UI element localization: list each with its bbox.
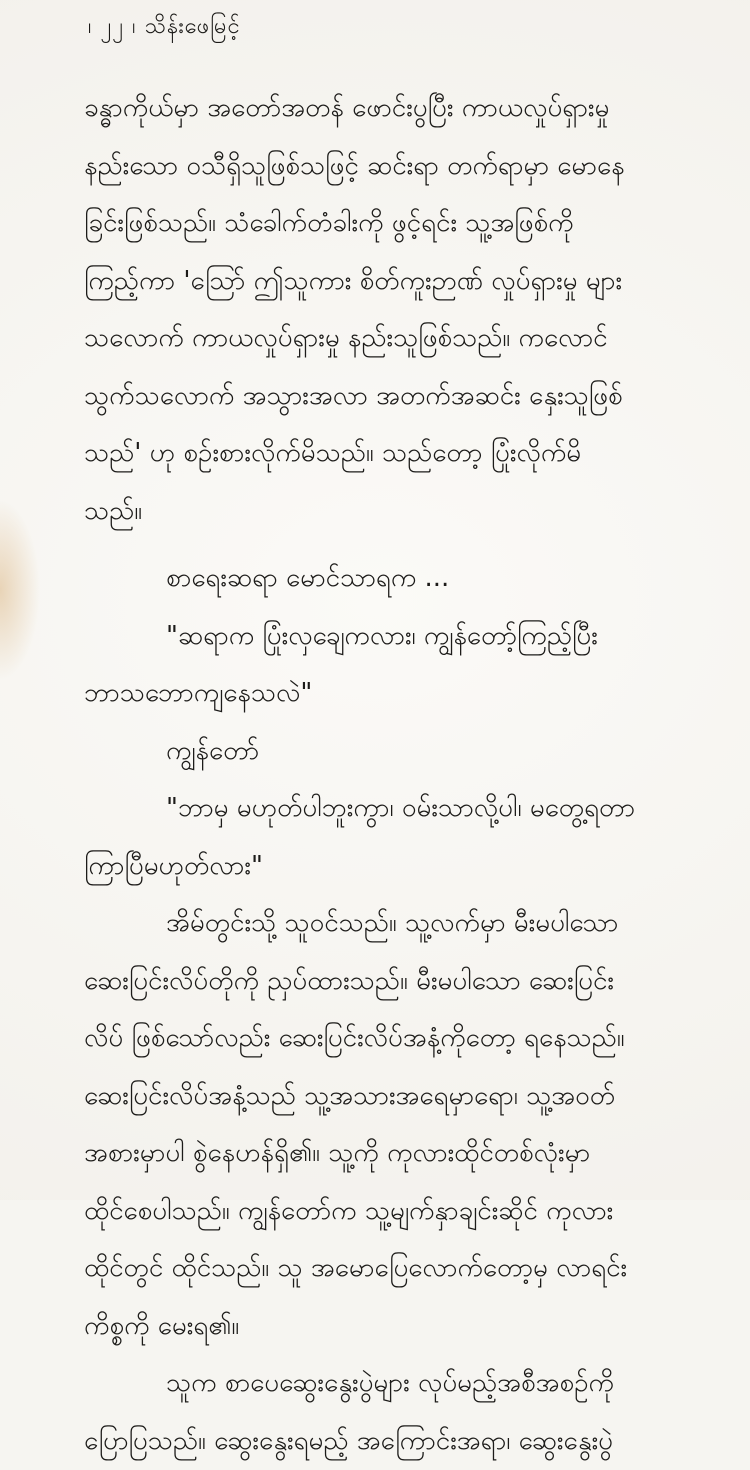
- paragraph-5: [84, 780, 704, 895]
- body-text: [84, 80, 704, 1470]
- text-line: သည်။: [84, 483, 704, 541]
- paragraph-7: [84, 1355, 704, 1470]
- text-line: သလောက် ကာယလှုပ်ရှားမှု နည်းသူဖြစ်သည်။ ကလောင်: [84, 310, 704, 368]
- dialogue-line: ကြာပြီမဟုတ်လား": [84, 838, 704, 896]
- text-line: ကြည့်ကာ 'သြော် ဤသူကား စိတ်ကူးဉာဏ် လှုပ်ရှားမှု များ: [84, 253, 704, 311]
- paragraph-1: [84, 80, 704, 540]
- paragraph-2: စာရေးဆရာ မောင်သာရက ...: [84, 550, 704, 608]
- text-line: ခြင်းဖြစ်သည်။ သံခေါက်တံခါးကို ဖွင့်ရင်း သူ့အဖြစ်ကို: [84, 195, 704, 253]
- text-line: ပြောပြသည်။ ဆွေးနွေးရမည့် အကြောင်းအရာ၊ ဆွေးနွေးပွဲ: [84, 1413, 704, 1470]
- text-line: သူက စာပေဆွေးနွေးပွဲများ လုပ်မည့်အစီအစဉ်ကို: [84, 1355, 704, 1413]
- dialogue-line: "ဆရာက ပြုံးလှချေကလား၊ ကျွန်တော့်ကြည့်ပြီး: [84, 608, 704, 666]
- text-line: အိမ်တွင်းသို့ သူဝင်သည်။ သူ့လက်မှာ မီးမပါသော: [84, 895, 704, 953]
- running-header: ၊ ၂၂ ၊ သိန်းဖေမြင့်: [88, 10, 241, 44]
- text-line: ဆေးပြင်းလိပ်တိုကို ညှပ်ထားသည်။ မီးမပါသော ဆေးပြင်း: [84, 953, 704, 1011]
- paragraph-4: ကျွန်တော်: [84, 723, 704, 781]
- paragraph-6: [84, 895, 704, 1355]
- dialogue-line: "ဘာမှ မဟုတ်ပါဘူးကွာ၊ ဝမ်းသာလို့ပါ၊ မတွေ့ရတာ: [84, 780, 704, 838]
- text-line: ထိုင်စေပါသည်။ ကျွန်တော်က သူ့မျက်နှာချင်းဆိုင် ကုလား: [84, 1183, 704, 1241]
- text-line: အစားမှာပါ စွဲနေဟန်ရှိ၏။ သူ့ကို ကုလားထိုင်တစ်လုံးမှာ: [84, 1125, 704, 1183]
- dialogue-line: ဘာသဘောကျနေသလဲ": [84, 665, 704, 723]
- text-line: သည်' ဟု စဉ်းစားလိုက်မိသည်။ သည်တော့ ပြုံးလိုက်မိ: [84, 425, 704, 483]
- paragraph-3: [84, 608, 704, 723]
- text-line: လိပ် ဖြစ်သော်လည်း ဆေးပြင်းလိပ်အနံ့ကိုတော့ ရနေသည်။: [84, 1010, 704, 1068]
- text-line: သွက်သလောက် အသွားအလာ အတက်အဆင်း နှေးသူဖြစ်: [84, 368, 704, 426]
- text-line: ထိုင်တွင် ထိုင်သည်။ သူ အမောပြေလောက်တော့မှ လာရင်း: [84, 1240, 704, 1298]
- text-line: နည်းသော ဝသီရှိသူဖြစ်သဖြင့် ဆင်းရာ တက်ရာမှာ မောနေ: [84, 138, 704, 196]
- text-line: ကိစ္စကို မေးရ၏။: [84, 1298, 704, 1356]
- text-line: ဆေးပြင်းလိပ်အနံ့သည် သူ့အသားအရေမှာရော၊ သူ့အဝတ်: [84, 1068, 704, 1126]
- text-line: ခန္ဓာကိုယ်မှာ အတော်အတန် ဖောင်းပွပြီး ကာယလှုပ်ရှားမှု: [84, 80, 704, 138]
